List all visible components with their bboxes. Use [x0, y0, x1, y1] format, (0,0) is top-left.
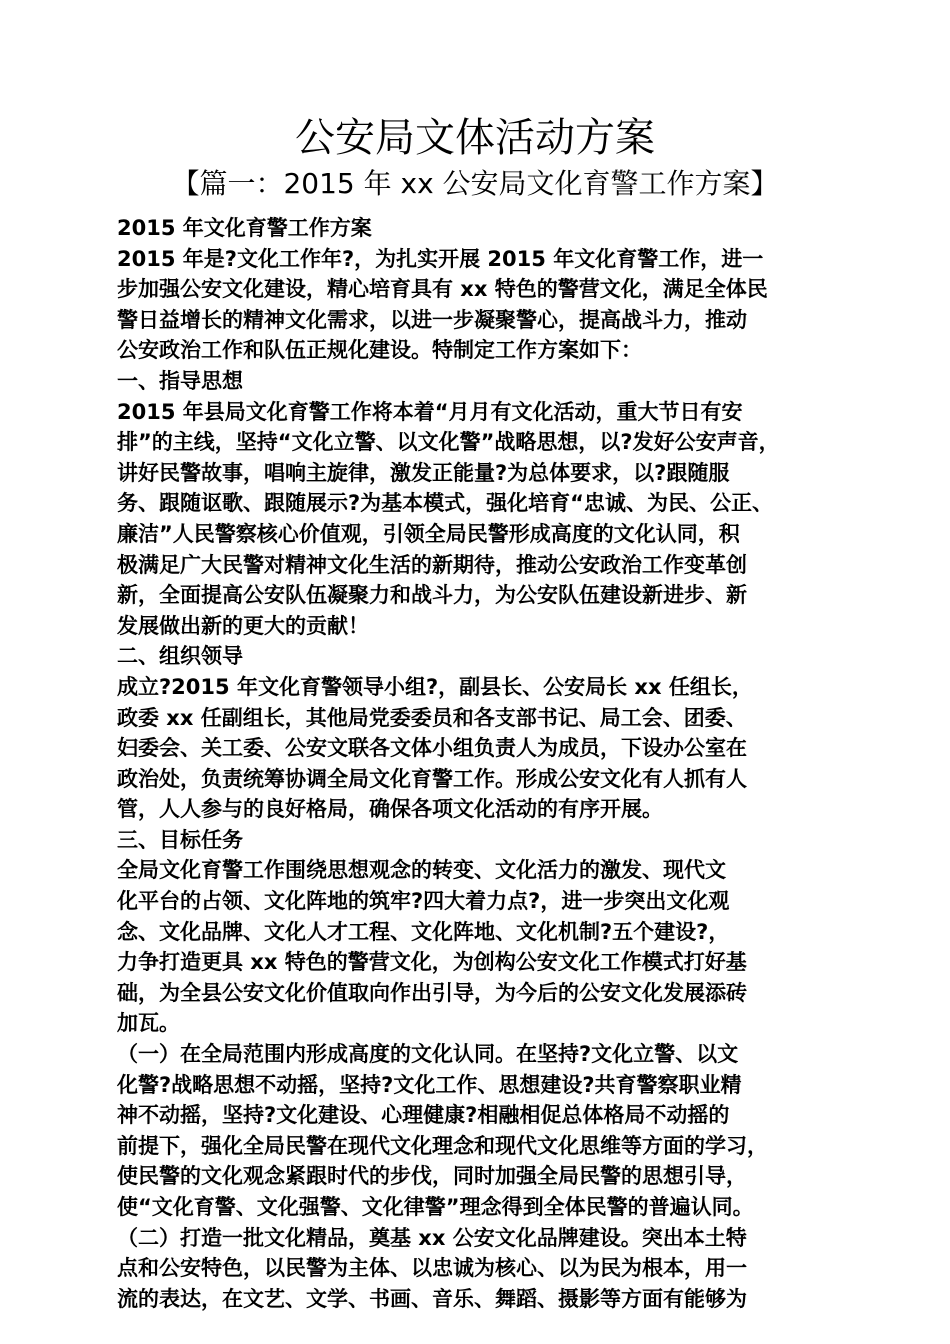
text-line: 加瓦。: [117, 1011, 180, 1036]
text-line: 公安政治工作和队伍正规化建设。特制定工作方案如下：: [117, 338, 642, 363]
text-line: 2015 年文化育警工作方案: [117, 216, 372, 240]
text-line: 流的表达，在文艺、文学、书画、音乐、舞蹈、摄影等方面有能够为: [117, 1286, 747, 1311]
text-line: 新，全面提高公安队伍凝聚力和战斗力，为公安队伍建设新进步、新: [117, 583, 747, 608]
text-line: 点和公安特色，以民警为主体、以忠诚为核心、以为民为根本，用一: [117, 1256, 747, 1281]
text-line: 发展做出新的更大的贡献！: [117, 613, 369, 638]
text-line: 二、组织领导: [117, 644, 243, 669]
text-line: 警日益增长的精神文化需求，以进一步凝聚警心，提高战斗力，推动: [117, 307, 747, 332]
text-line: 政委 xx 任副组长，其他局党委委员和各支部书记、局工会、团委、: [117, 705, 747, 730]
text-line: 神不动摇，坚持?文化建设、心理健康?相融相促总体格局不动摇的: [117, 1103, 730, 1128]
text-line: 务、跟随讴歌、跟随展示?为基本模式，强化培育“忠诚、为民、公正、: [117, 491, 773, 516]
text-line: 三、目标任务: [117, 827, 243, 852]
text-line: 前提下，强化全局民警在现代文化理念和现代文化思维等方面的学习，: [117, 1133, 768, 1158]
text-line: 2015 年是?文化工作年?，为扎实开展 2015 年文化育警工作，进一: [117, 246, 764, 271]
text-line: 化平台的占领、文化阵地的筑牢?四大着力点?，进一步突出文化观: [117, 889, 730, 914]
text-line: 管，人人参与的良好格局，确保各项文化活动的有序开展。: [117, 797, 663, 822]
text-line: （二）打造一批文化精品，奠基 xx 公安文化品牌建设。突出本土特: [117, 1225, 747, 1250]
text-line: 妇委会、关工委、公安文联各文体小组负责人为成员，下设办公室在: [117, 736, 747, 761]
document-body: [117, 213, 845, 1314]
text-line: （一）在全局范围内形成高度的文化认同。在坚持?文化立警、以文: [117, 1042, 739, 1067]
document-title: 公安局文体活动方案: [295, 115, 655, 161]
document-subtitle: 【篇一：2015 年 xx 公安局文化育警工作方案】: [171, 167, 779, 200]
text-line: 使“文化育警、文化强警、文化律警”理念得到全体民警的普遍认同。: [117, 1195, 754, 1219]
text-line: 础，为全县公安文化价值取向作出引导，为今后的公安文化发展添砖: [117, 980, 747, 1005]
text-line: 讲好民警故事，唱响主旋律，激发正能量?为总体要求，以?跟随服: [117, 460, 730, 485]
text-line: 政治处，负责统筹协调全局文化育警工作。形成公安文化有人抓有人: [117, 766, 747, 791]
text-line: 化警?战略思想不动摇，坚持?文化工作、思想建设?共育警察职业精: [117, 1072, 742, 1097]
text-line: 成立?2015 年文化育警领导小组?，副县长、公安局长 xx 任组长，: [117, 674, 753, 699]
text-line: 一、指导思想: [117, 368, 243, 393]
text-line: 排”的主线，坚持“文化立警、以文化警”战略思想，以?发好公安声音，: [117, 430, 780, 455]
text-line: 使民警的文化观念紧跟时代的步伐，同时加强全局民警的思想引导，: [117, 1164, 747, 1189]
text-line: 步加强公安文化建设，精心培育具有 xx 特色的警营文化，满足全体民: [117, 277, 768, 302]
text-line: 2015 年县局文化育警工作将本着“月月有文化活动，重大节日有安: [117, 399, 743, 424]
text-line: 廉洁”人民警察核心价值观，引领全局民警形成高度的文化认同，积: [117, 521, 740, 546]
text-line: 极满足广大民警对精神文化生活的新期待，推动公安政治工作变革创: [117, 552, 747, 577]
text-line: 全局文化育警工作围绕思想观念的转变、文化活力的激发、现代文: [117, 858, 726, 883]
text-line: 念、文化品牌、文化人才工程、文化阵地、文化机制?五个建设?，: [117, 919, 730, 944]
text-line: 力争打造更具 xx 特色的警营文化，为创构公安文化工作模式打好基: [117, 950, 747, 975]
